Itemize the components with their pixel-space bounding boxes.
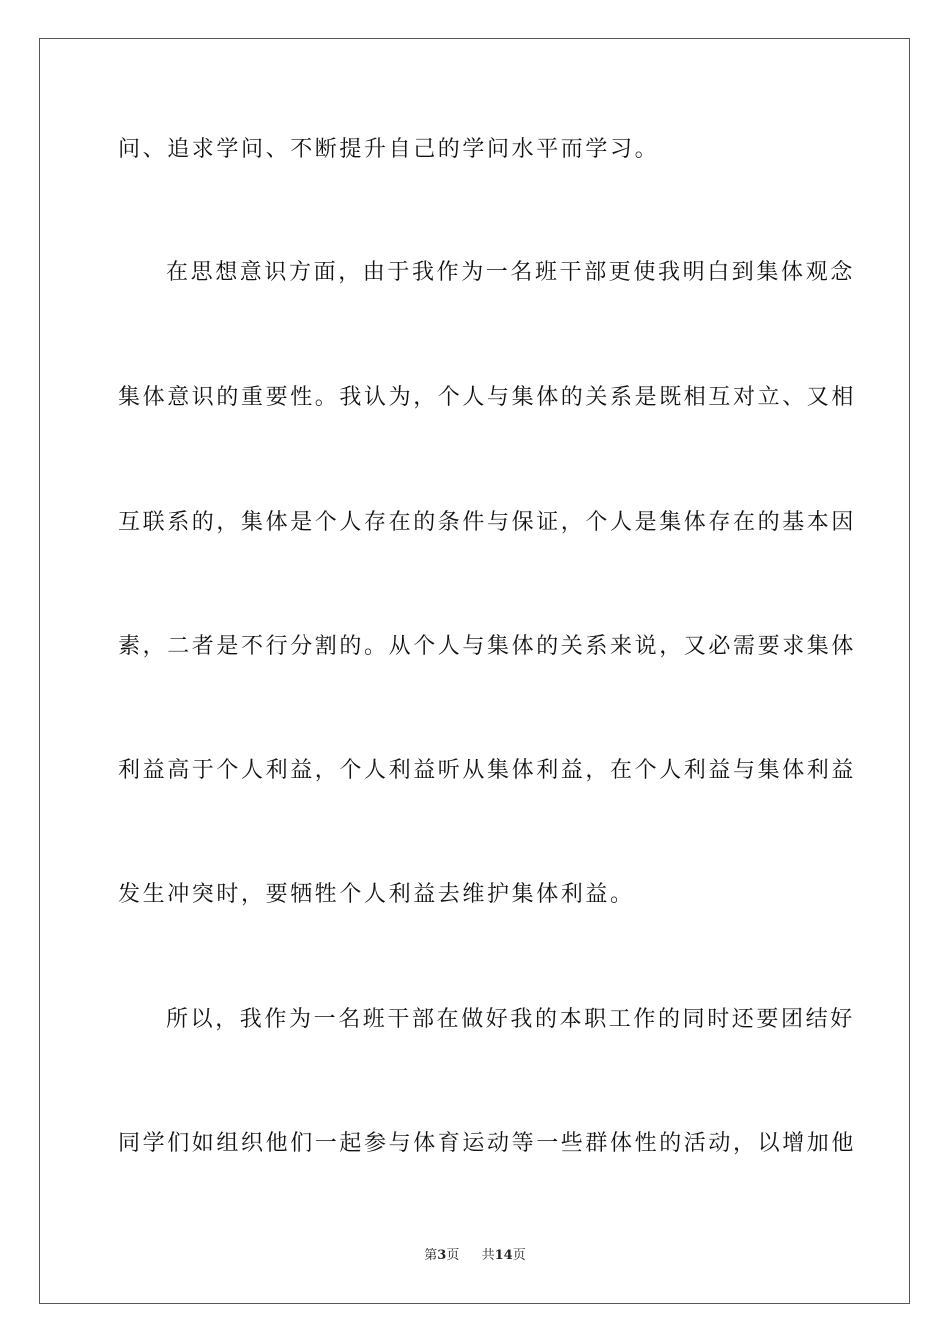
current-page: 3 bbox=[437, 1248, 447, 1263]
page-number bbox=[424, 1248, 463, 1263]
page-suffix: 页 bbox=[446, 1248, 460, 1263]
paragraph-first-line: 在思想意识方面，由于我作为一名班干部更使我明白到集体观念 bbox=[166, 260, 855, 285]
page-total bbox=[482, 1248, 526, 1263]
body-text-line: 互联系的，集体是个人存在的条件与保证，个人是集体存在的基本因 bbox=[118, 510, 857, 535]
page-prefix: 第 bbox=[424, 1248, 438, 1263]
total-prefix: 共 bbox=[481, 1248, 495, 1263]
body-text-line: 素，二者是不行分割的。从个人与集体的关系来说，又必需要求集体 bbox=[118, 634, 857, 659]
body-text-line: 集体意识的重要性。我认为，个人与集体的关系是既相互对立、又相 bbox=[118, 385, 857, 410]
page-border bbox=[39, 38, 910, 1304]
total-pages: 14 bbox=[494, 1248, 513, 1263]
page-footer bbox=[0, 1247, 950, 1265]
body-text-line: 问、追求学问、不断提升自己的学问水平而学习。 bbox=[118, 137, 660, 162]
body-text-line: 利益高于个人利益，个人利益听从集体利益，在个人利益与集体利益 bbox=[118, 758, 857, 783]
body-text-line: 同学们如组织他们一起参与体育运动等一些群体性的活动，以增加他 bbox=[118, 1131, 857, 1156]
total-suffix: 页 bbox=[512, 1248, 526, 1263]
body-text-line: 发生冲突时，要牺牲个人利益去维护集体利益。 bbox=[118, 882, 635, 907]
paragraph-first-line: 所以，我作为一名班干部在做好我的本职工作的同时还要团结好 bbox=[166, 1007, 855, 1032]
